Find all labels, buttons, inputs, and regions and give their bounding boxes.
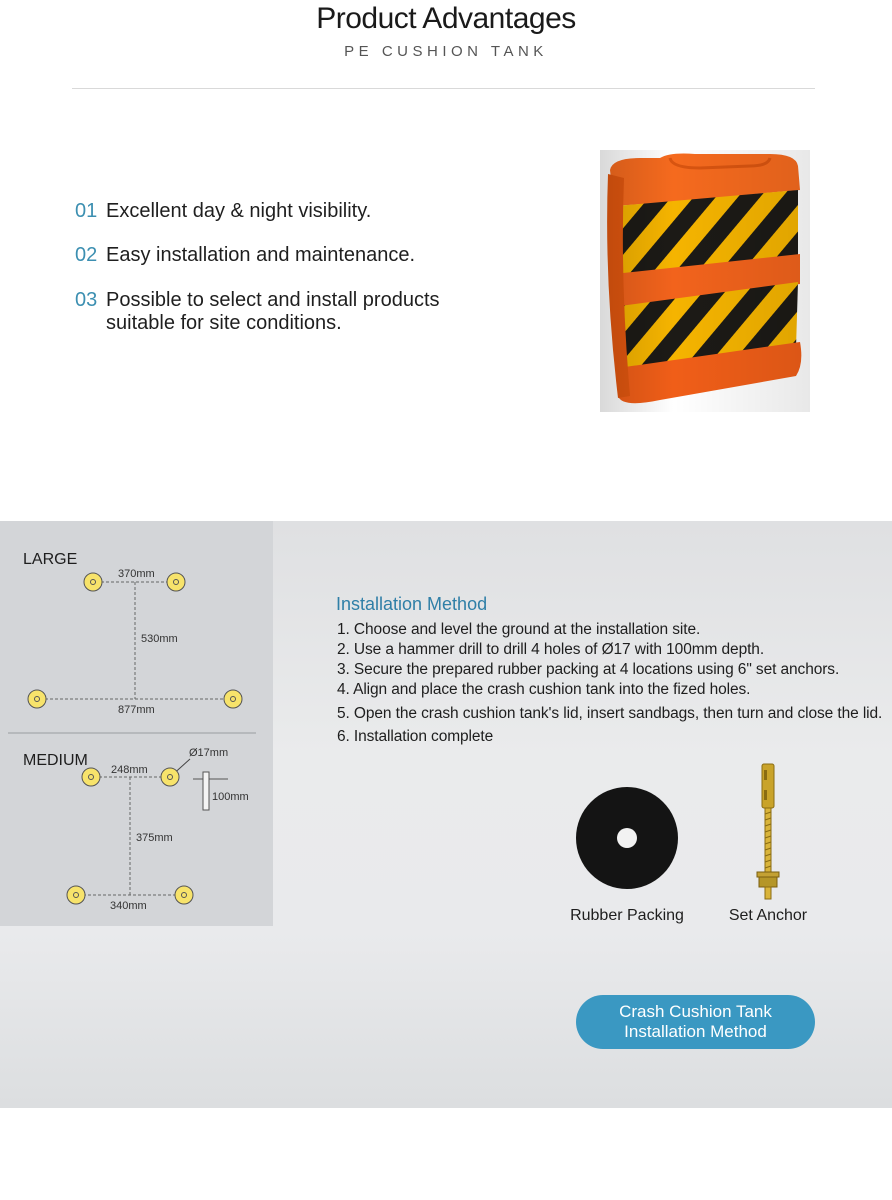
installation-step: 6. Installation complete	[337, 728, 494, 745]
header-divider	[72, 88, 815, 89]
installation-method-button[interactable]	[576, 995, 815, 1049]
advantage-number: 02	[75, 244, 98, 266]
installation-step: 1. Choose and level the ground at the installation site.	[337, 621, 701, 638]
advantage-text: Easy installation and maintenance.	[106, 244, 416, 266]
rubber-packing-label: Rubber Packing	[570, 907, 684, 924]
advantage-item-2	[75, 244, 446, 267]
cushion-tank-image	[600, 150, 810, 412]
installation-step: 3. Secure the prepared rubber packing at 4 locations using 6" set anchors.	[337, 661, 840, 678]
hole-layout-drawing	[0, 521, 273, 926]
large-height: 530mm	[141, 633, 178, 645]
hole-depth: 100mm	[212, 791, 249, 803]
set-anchor-label: Set Anchor	[728, 907, 808, 924]
medium-size-label: MEDIUM	[23, 752, 88, 769]
advantage-item-3	[75, 289, 446, 335]
large-top-width: 370mm	[118, 568, 155, 580]
installation-step: 4. Align and place the crash cushion tank into the fized holes.	[337, 681, 751, 698]
button-label-line2: Installation Method	[624, 1022, 767, 1041]
installation-step: 5. Open the crash cushion tank's lid, insert sandbags, then turn and close the lid.	[337, 705, 883, 722]
advantage-number: 01	[75, 200, 98, 222]
large-bottom-width: 877mm	[118, 704, 155, 716]
advantage-text: Possible to select and install products suitable for site conditions.	[106, 289, 440, 334]
medium-height: 375mm	[136, 832, 173, 844]
large-size-label: LARGE	[23, 551, 78, 568]
medium-bottom-width: 340mm	[110, 900, 147, 912]
page-title: Product Advantages	[316, 2, 576, 35]
page-subtitle: PE CUSHION TANK	[344, 43, 548, 60]
installation-step: 2. Use a hammer drill to drill 4 holes of Ø17 with 100mm depth.	[337, 641, 765, 658]
advantage-text: Excellent day & night visibility.	[106, 200, 372, 222]
rubber-packing-image	[575, 786, 679, 890]
set-anchor-image	[752, 762, 784, 902]
advantage-number: 03	[75, 289, 98, 311]
button-label-line1: Crash Cushion Tank	[619, 1002, 772, 1021]
advantage-item-1	[75, 200, 446, 223]
hole-diameter: Ø17mm	[189, 747, 229, 759]
medium-top-width: 248mm	[111, 764, 148, 776]
installation-heading: Installation Method	[336, 594, 488, 614]
